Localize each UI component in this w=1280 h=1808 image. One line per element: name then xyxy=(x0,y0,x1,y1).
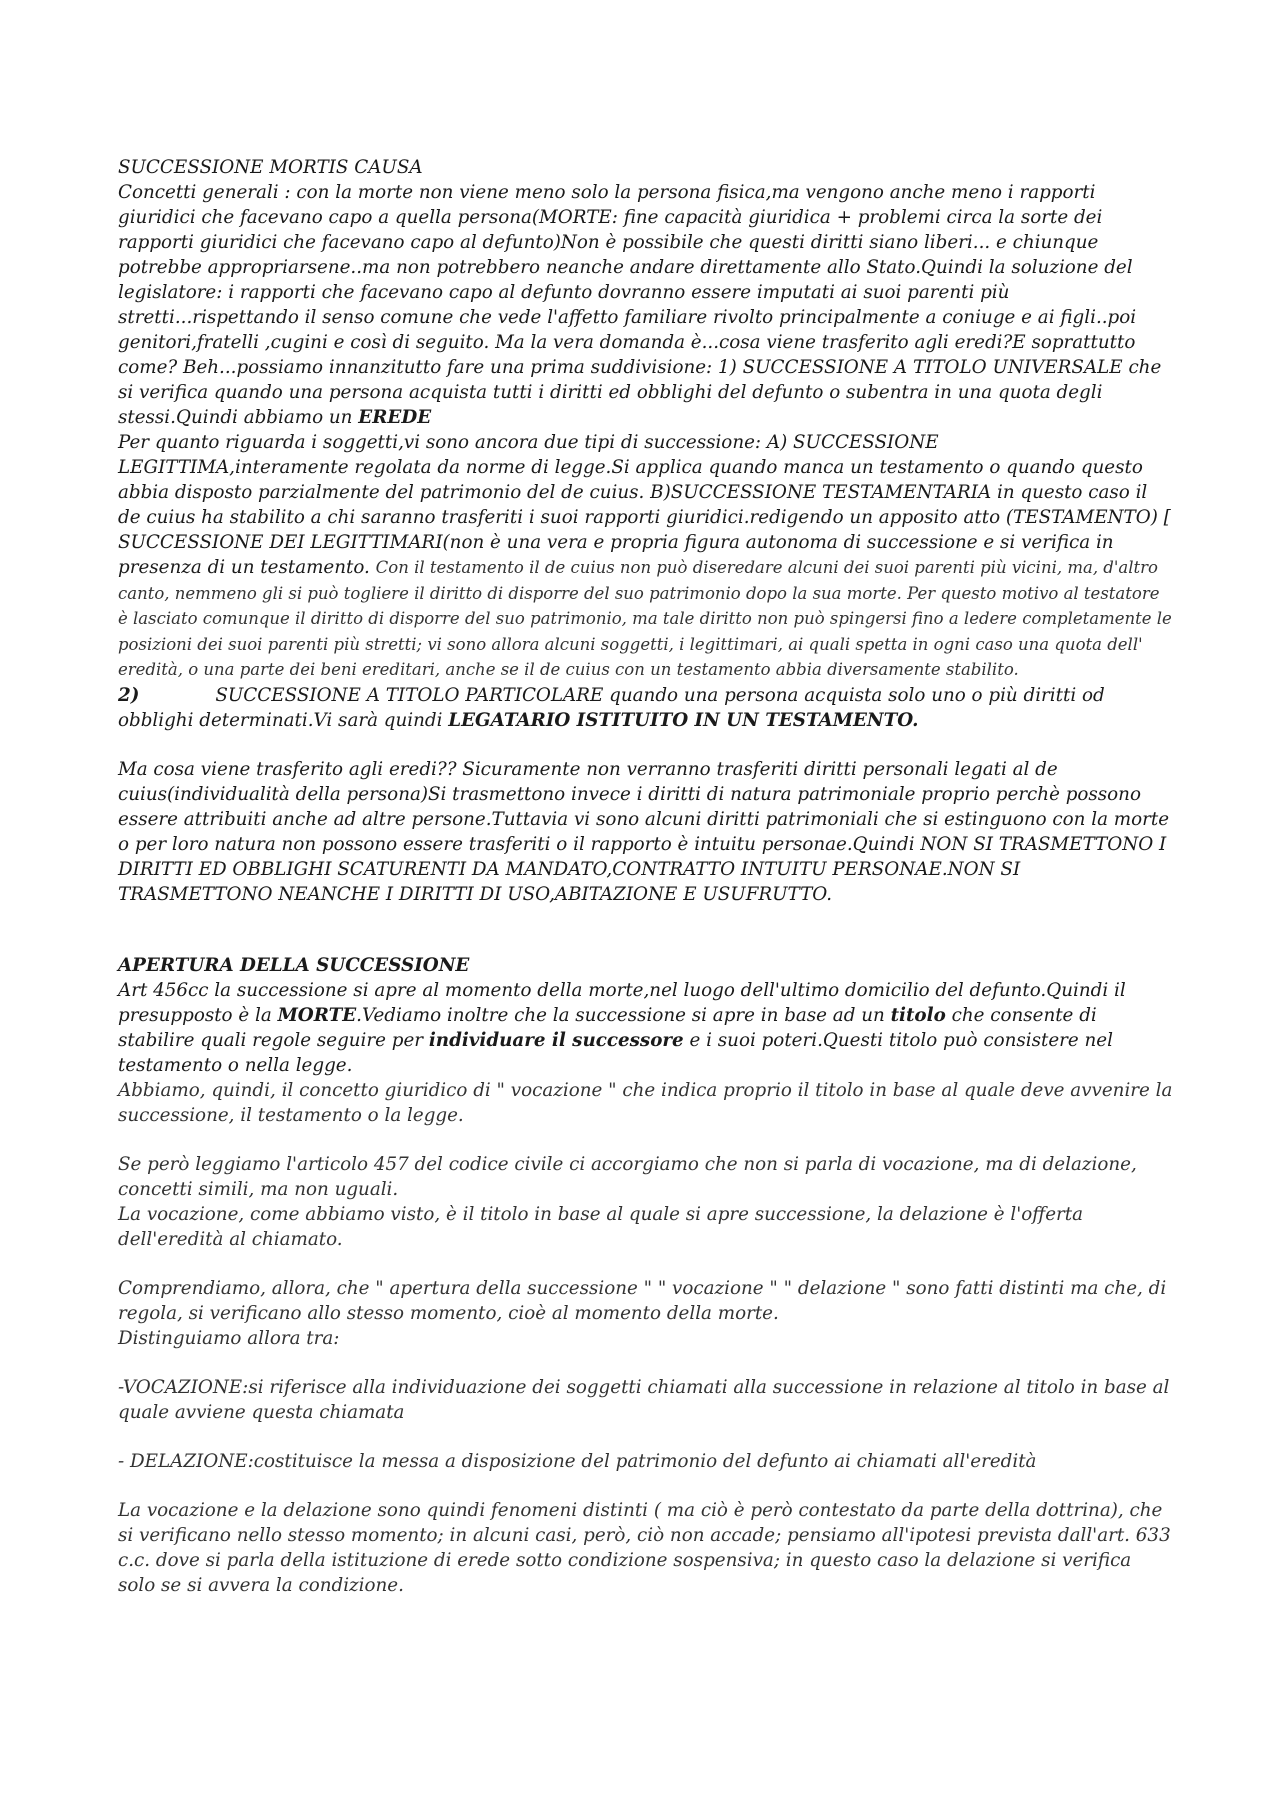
paragraph-text: .Vediamo inoltre che la successione si apre in base ad un xyxy=(356,1004,891,1026)
paragraph-text: e i suoi poteri.Questi titolo può consistere nel testamento o nella legge. xyxy=(118,1029,1113,1076)
paragraph-text: SUCCESSIONE A TITOLO PARTICOLARE quando una persona acquista solo uno o più diritti od obblighi determinati.Vi sarà quindi xyxy=(118,684,1105,731)
spacer xyxy=(118,1474,1173,1498)
paragraph-distinguiamo: Distinguiamo allora tra: xyxy=(118,1327,340,1349)
paragraph-distinct-phenomena: La vocazione e la delazione sono quindi fenomeni distinti ( ma ciò è però contestato da parte della dottrina), che si verificano nello stesso momento; in alcuni casi, però, ciò non accade; pensiamo all'ipotesi prevista dall'art. 633 c.c. dove si parla della istituzione di erede sotto condizione sospensiva; in questo caso la delazione si verifica solo se si avvera la condizione. xyxy=(118,1499,1171,1596)
document-title: SUCCESSIONE MORTIS CAUSA xyxy=(118,157,423,178)
paragraph-general-concepts xyxy=(118,180,1173,430)
paragraph-what-is-transferred: Ma cosa viene trasferito agli eredi?? Sicuramente non verranno trasferiti diritti personali legati al de cuius(individualità della persona)Si trasmettono invece i diritti di natura patrimoniale proprio perchè possono essere attribuiti anche ad altre persone.Tuttavia vi sono alcuni diritti patrimoniali che si estinguono con la morte o per loro natura non possono essere trasferiti o il rapporto è intuitu personae.Quindi NON SI TRASMETTONO I DIRITTI ED OBBLIGHI SCATURENTI DA MANDATO,CONTRATTO INTUITU PERSONAE.NON SI TRASMETTONO NEANCHE I DIRITTI DI USO,ABITAZIONE E USUFRUTTO. xyxy=(118,758,1170,905)
paragraph-types-of-succession xyxy=(118,430,1173,683)
paragraph-text: Per quanto riguarda i soggetti,vi sono ancora due tipi di successione: A) SUCCESSIONE LEGITTIMA,interamente regolata da norme di legge.Si applica quando manca un testamento o quando questo abbia disposto parzialmente del patrimonio del de cuius. B)SUCCESSIONE TESTAMENTARIA in questo caso il de cuius ha stabilito a chi saranno trasferiti i suoi rapporti giuridici.redigendo un apposito atto (TESTAMENTO) [ SUCCESSIONE DEI LEGITTIMARI(non è una vera e propria figura autonoma di successione e si verifica in presenza di un testamento. xyxy=(118,432,1171,578)
paragraph-vocazione-concept: Abbiamo, quindi, il concetto giuridico di " vocazione " che indica proprio il titolo in base al quale deve avvenire la successione, il testamento o la legge. xyxy=(118,1079,1173,1126)
paragraph-legittimari-note: Con il testamento il de cuius non può diseredare alcuni dei suoi parenti più vicini, ma, d'altro canto, nemmeno gli si può togliere il diritto di disporre del suo patrimonio dopo la sua morte. Per questo motivo al testatore è lasciato comunque il diritto di disporre del suo patrimonio, ma tale diritto non può spingersi fino a ledere completamente le posizioni dei suoi parenti più stretti; vi sono allora alcuni soggetti, i legittimari, ai quali spetta in ogni caso una quota dell' eredità, o una parte dei beni ereditari, anche se il de cuius con un testamento abbia diversamente stabilito. xyxy=(118,558,1172,679)
spacer xyxy=(118,1425,1173,1449)
bold-term-successore: individuare il successore xyxy=(428,1029,684,1051)
section-heading-apertura: APERTURA DELLA SUCCESSIONE xyxy=(118,954,470,976)
paragraph-delazione-definition: - DELAZIONE:costituisce la messa a disposizione del patrimonio del defunto ai chiamati all'eredità xyxy=(118,1450,1037,1472)
paragraph-vocazione-delazione: La vocazione, come abbiamo visto, è il titolo in base al quale si apre successione, la delazione è l'offerta dell'eredità al chiamato. xyxy=(118,1203,1084,1250)
spacer xyxy=(118,1252,1173,1276)
spacer xyxy=(118,733,1173,757)
document-page xyxy=(118,155,1173,1598)
list-number: 2) xyxy=(118,684,140,706)
paragraph-text: che consente di stabilire quali regole seguire per xyxy=(118,1004,1097,1051)
spacer xyxy=(118,907,1173,953)
spacer xyxy=(118,1351,1173,1375)
paragraph-art-456 xyxy=(118,978,1173,1078)
bold-term-titolo: titolo xyxy=(890,1004,946,1026)
bold-term-legatario: LEGATARIO ISTITUITO IN UN TESTAMENTO. xyxy=(448,709,919,731)
paragraph-particular-succession xyxy=(118,683,1173,733)
spacer xyxy=(118,1128,1173,1152)
paragraph-text: Concetti generali : con la morte non viene meno solo la persona fisica,ma vengono anche meno i rapporti giuridici che facevano capo a quella persona(MORTE: fine capacità giuridica + problemi circa la sorte dei rapporti giuridici che facevano capo al defunto)Non è possibile che questi diritti siano liberi... e chiunque potrebbe appropriarsene..ma non potrebbero neanche andare direttamente allo Stato.Quindi la soluzione del legislatore: i rapporti che facevano capo al defunto dovranno essere imputati ai suoi parenti più stretti...rispettando il senso comune che vede l'affetto familiare rivolto principalmente a coniuge e ai figli..poi genitori,fratelli ,cugini e così di seguito. Ma la vera domanda è...cosa viene trasferito agli eredi?E soprattutto come? Beh...possiamo innanzitutto fare una prima suddivisione: 1) SUCCESSIONE A TITOLO UNIVERSALE che si verifica quando una persona acquista tutti i diritti ed obblighi del defunto o subentra in una quota degli stessi.Quindi abbiamo un xyxy=(118,182,1162,428)
bold-term-erede: EREDE xyxy=(358,407,432,428)
paragraph-comprendiamo: Comprendiamo, allora, che " apertura della successione " " vocazione " " delazione " sono fatti distinti ma che, di regola, si verificano allo stesso momento, cioè al momento della morte. xyxy=(118,1277,1167,1324)
paragraph-vocazione-definition: -VOCAZIONE:si riferisce alla individuazione dei soggetti chiamati alla successione in relazione al titolo in base al quale avviene questa chiamata xyxy=(118,1376,1170,1423)
paragraph-art-457: Se però leggiamo l'articolo 457 del codice civile ci accorgiamo che non si parla di vocazione, ma di delazione, concetti simili, ma non uguali. xyxy=(118,1153,1137,1200)
paragraph-text: Art 456cc la successione si apre al momento della morte,nel luogo dell'ultimo domicilio del defunto.Quindi il presupposto è la xyxy=(118,979,1126,1026)
bold-term-morte: MORTE xyxy=(277,1004,357,1026)
